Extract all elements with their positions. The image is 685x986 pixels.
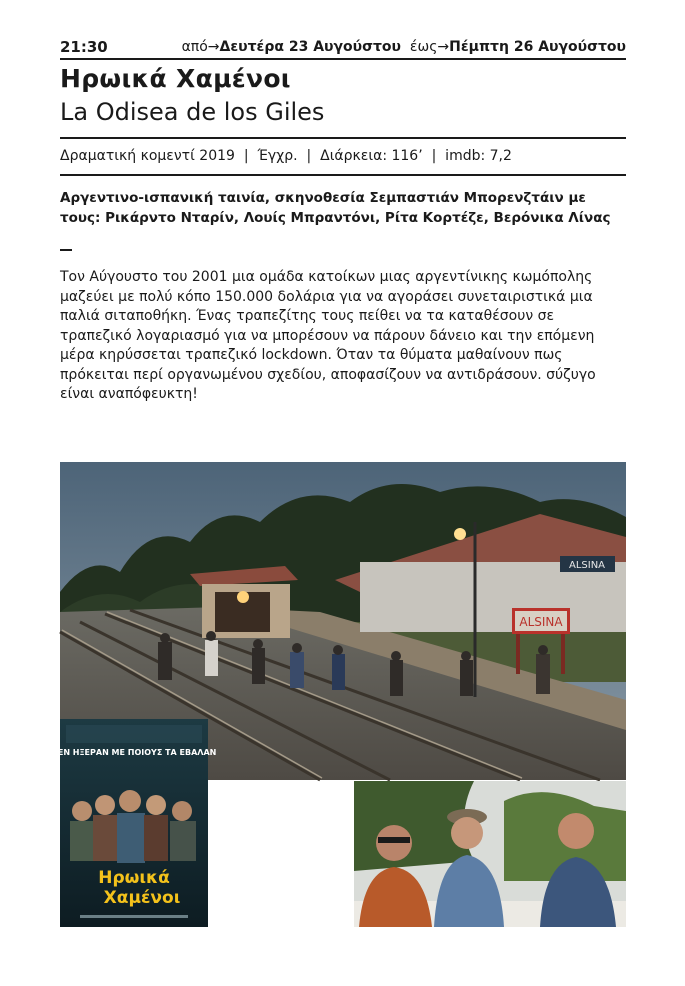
poster-title-line1: Ηρωικά [98, 868, 170, 888]
screening-header [60, 36, 626, 60]
poster-tagline: ΔΕΝ ΗΞΕΡΑΝ ΜΕ ΠΟΙΟΥΣ ΤΑ ΕΒΑΛΑΝ [51, 748, 217, 757]
film-synopsis: Τον Αύγουστο του 2001 μια ομάδα κατοίκων μιας αργεντίνικης κωμόπολης μαζεύει με πολύ κόπο 150.000 δολάρια για να αγοράσει συνεταιριστικά μια παλιά σιταποθήκη. Ένας τραπεζίτης τους πείθει να τα καταθέσουν σε τραπεζικό λογαριασμό για να μπορέσουν να πάρουν δάνειο και την επόμενη μέρα κηρύσσεται τραπεζικό lockdown. Όταν τα θύματα μαθαίνουν πως πρόκειται περί οργανωμένου σχεδίου, αποφασίζουν να αντιδράσουν. σύζυγο είναι αναπόφευκτη! [60, 269, 596, 402]
to-label: έως→ [409, 39, 450, 55]
film-title-original: La Odisea de los Giles [60, 98, 325, 126]
film-meta: Δραματική κομεντί 2019 | Έγχρ. | Διάρκεια: 116’ | imdb: 7,2 [60, 148, 512, 164]
screening-dates [182, 39, 626, 55]
station-sign-post-text: ALSINA [519, 615, 563, 629]
poster-title-line2: Χαμένοι [103, 888, 181, 908]
film-poster [51, 719, 217, 927]
from-label: από→ [181, 39, 220, 55]
to-date: Πέμπτη 26 Αυγούστου [449, 39, 626, 55]
film-credits: Αργεντινο-ισπανική ταινία, σκηνοθεσία Σεμπαστιάν Μπορενζτάιν με τους: Ρικάρντο Νταρίν, Λουίς Μπραντόνι, Ρίτα Κορτέζε, Βερόνικα Λίνας [60, 190, 611, 226]
film-title-greek: Ηρωικά Χαμένοι [60, 64, 291, 93]
divider-dash [60, 249, 72, 251]
film-meta-bar [60, 137, 626, 176]
svg-text:ΔΕΝ ΗΞΕΡΑΝ ΜΕ ΠΟΙΟΥΣ ΤΑ ΕΒΑΛΑΝ [52, 748, 217, 757]
still-three-men [354, 781, 626, 927]
from-date: Δευτέρα 23 Αυγούστου [219, 39, 402, 55]
screening-time: 21:30 [60, 38, 108, 56]
station-sign-text: ALSINA [568, 560, 606, 571]
